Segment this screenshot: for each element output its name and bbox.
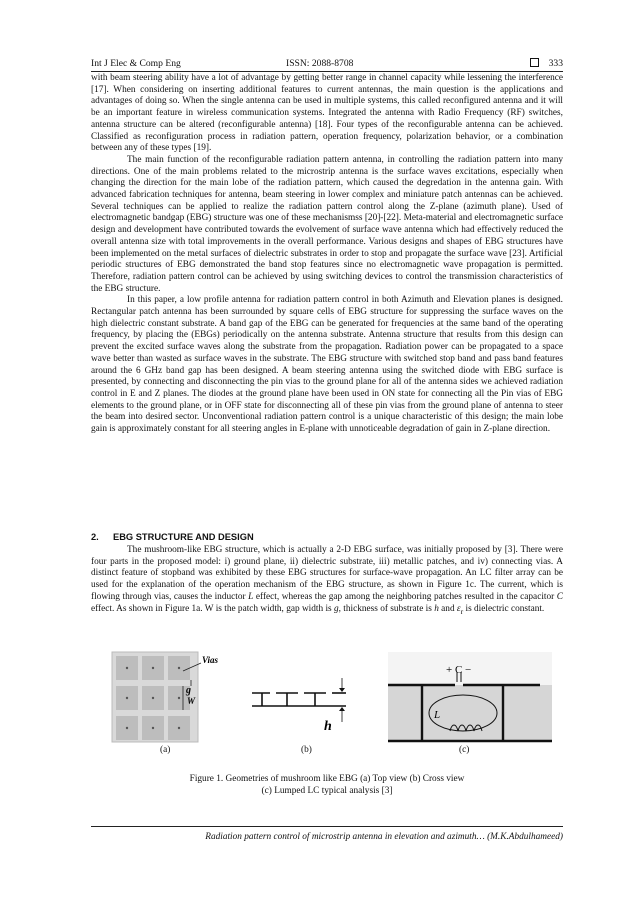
section-title: EBG STRUCTURE AND DESIGN (113, 532, 254, 542)
label-plus-c-minus: + C − (446, 664, 472, 676)
section-number: 2. (91, 532, 99, 542)
paragraph: with beam steering ability have a lot of advantage by getting better range in channel capacity while lessening the interference [17]. When considering on inserting additional features to current antennas, the main question is the applications and advantages of doing so. When the single antenna can be used in multiple systems, this called reconfigured antenna and it will be an important feature in wireless communication systems. Integrated the antenna with Radio Frequency (RF) switches, antenna structure can be altered (reconfigurable antenna) [18]. Four types of the reconfigurable antenna can be achieved. Classified as reconfiguration process in radiation pattern, operation frequency, polarization behavior, or a combination between any of these types [19]. (91, 73, 563, 154)
label-g: g (186, 685, 191, 696)
running-footer: Radiation pattern control of microstrip antenna in elevation and azimuth… (M.K.Abdulhameed) (205, 832, 563, 842)
paragraph: In this paper, a low profile antenna for radiation pattern control in both Azimuth and Elevation planes is designed. Rectangular patch antenna has been surrounded by square cells of EBG structure for suppressing the surface waves on the high dielectric constant substrate. A band gap of the EBG can be generated for frequencies at the same band of the operating frequency, by placing the (EBGs) periodically on the antenna substrate. Antenna structure that results from this design can prevent the excited surface waves along the substrate from the propagation. Radiation power can be propagated to a space wave better than wasted as surface waves in the substrate. The EBG structure with switched stop band and pass band features around the 6 GHz band gap has been designed. A beam steering antenna using the switched diode with EBG surface is presented, by connecting and disconnecting the pin vias to the ground plane for all of the antenna sides we achieved radiation control in E and Z planes. The diodes at the ground plane have been used in ON state for connecting all the Pin vias of EBG elements to the ground plane, or in OFF state for disconnecting all of these pin vias from the ground plane of antenna to steer the beam into desired sector. Unconventional radiation pattern control is a unique characteristic of this design; the main lobe gain is approximately constant for all steering angles in E-plane with unnoticeable degradation of gain in Z-plane direction. (91, 295, 563, 435)
subfigure-label-a: (a) (160, 745, 171, 755)
journal-name: Int J Elec & Comp Eng (91, 58, 181, 69)
figure-1c-lc-model (388, 652, 552, 741)
issn: ISSN: 2088-8708 (286, 58, 354, 69)
label-l: L (434, 709, 441, 721)
label-vias: Vias (202, 655, 219, 665)
caption-line-2: (c) Lumped LC typical analysis [3] (261, 786, 393, 796)
paragraph: The main function of the reconfigurable radiation pattern antenna, in controlling the radiation pattern into many directions. One of the main problems related to the microstrip antenna is the surface waves excitations, especially when changing the direction for the main lobe of the radiation pattern, which caused the degredation in the antenna gain. With advanced fabrication techniques for antenna, beam steering in lower complex and miniature patch antennas can be achieved. Several techniques can be applied to realize the radiation pattern control along the Z-plane (azimuth plane). Used of electromagnetic bandgap (EBG) structure was one of these mechanismss [20]-[22]. Meta-material and electromagnetic surface design and development have contributed towards the evolvement of surface wave antenna which had effectively reduced the overall antenna size with total improvements in the overall performance. Various designs and shapes of EBG structures have been implemented on the metal surfaces of dielectric substrates in order to stop and propagate the surface wave [23]. Artificial periodic structures of EBG demonstrated the band stop features since no electromagnetic wave propagation is permitted. Therefore, radiation pattern control can be achieved by using switching devices to control the transmission characteristics of the EBG structure. (91, 154, 563, 294)
subfigure-label-c: (c) (459, 745, 470, 755)
label-h: h (324, 719, 332, 734)
page-number: 333 (548, 58, 563, 69)
subfigure-label-b: (b) (301, 745, 312, 755)
paragraph: The mushroom-like EBG structure, which is actually a 2-D EBG surface, was initially proposed by [3]. There were four parts in the proposed model: i) ground plane, ii) dielectric substrate, iii) metallic patches, and iv) connecting vias. A distinct feature of stopband was exhibited by these EBG structures for surface-wave propagation. An LC filter array can be used for the explanation of the operation mechanism of the EBG structure, as shown in Figure 1c. The current, which is flowing through vias, causes the inductor L effect, whereas the gap among the neighboring patches resulted in the capacitor C effect. As shown in Figure 1a. W is the patch width, gap width is g, thickness of substrate is h and $\varepsilon_r$ is dielectric constant. (91, 545, 563, 616)
caption-line-1: Figure 1. Geometries of mushroom like EBG (a) Top view (b) Cross view (189, 774, 465, 784)
label-w: W (187, 696, 196, 706)
footer-rule (91, 826, 563, 827)
figure-1a-top-view (112, 652, 219, 742)
figure-1b-cross-view (252, 678, 346, 734)
figure-caption (91, 773, 563, 797)
